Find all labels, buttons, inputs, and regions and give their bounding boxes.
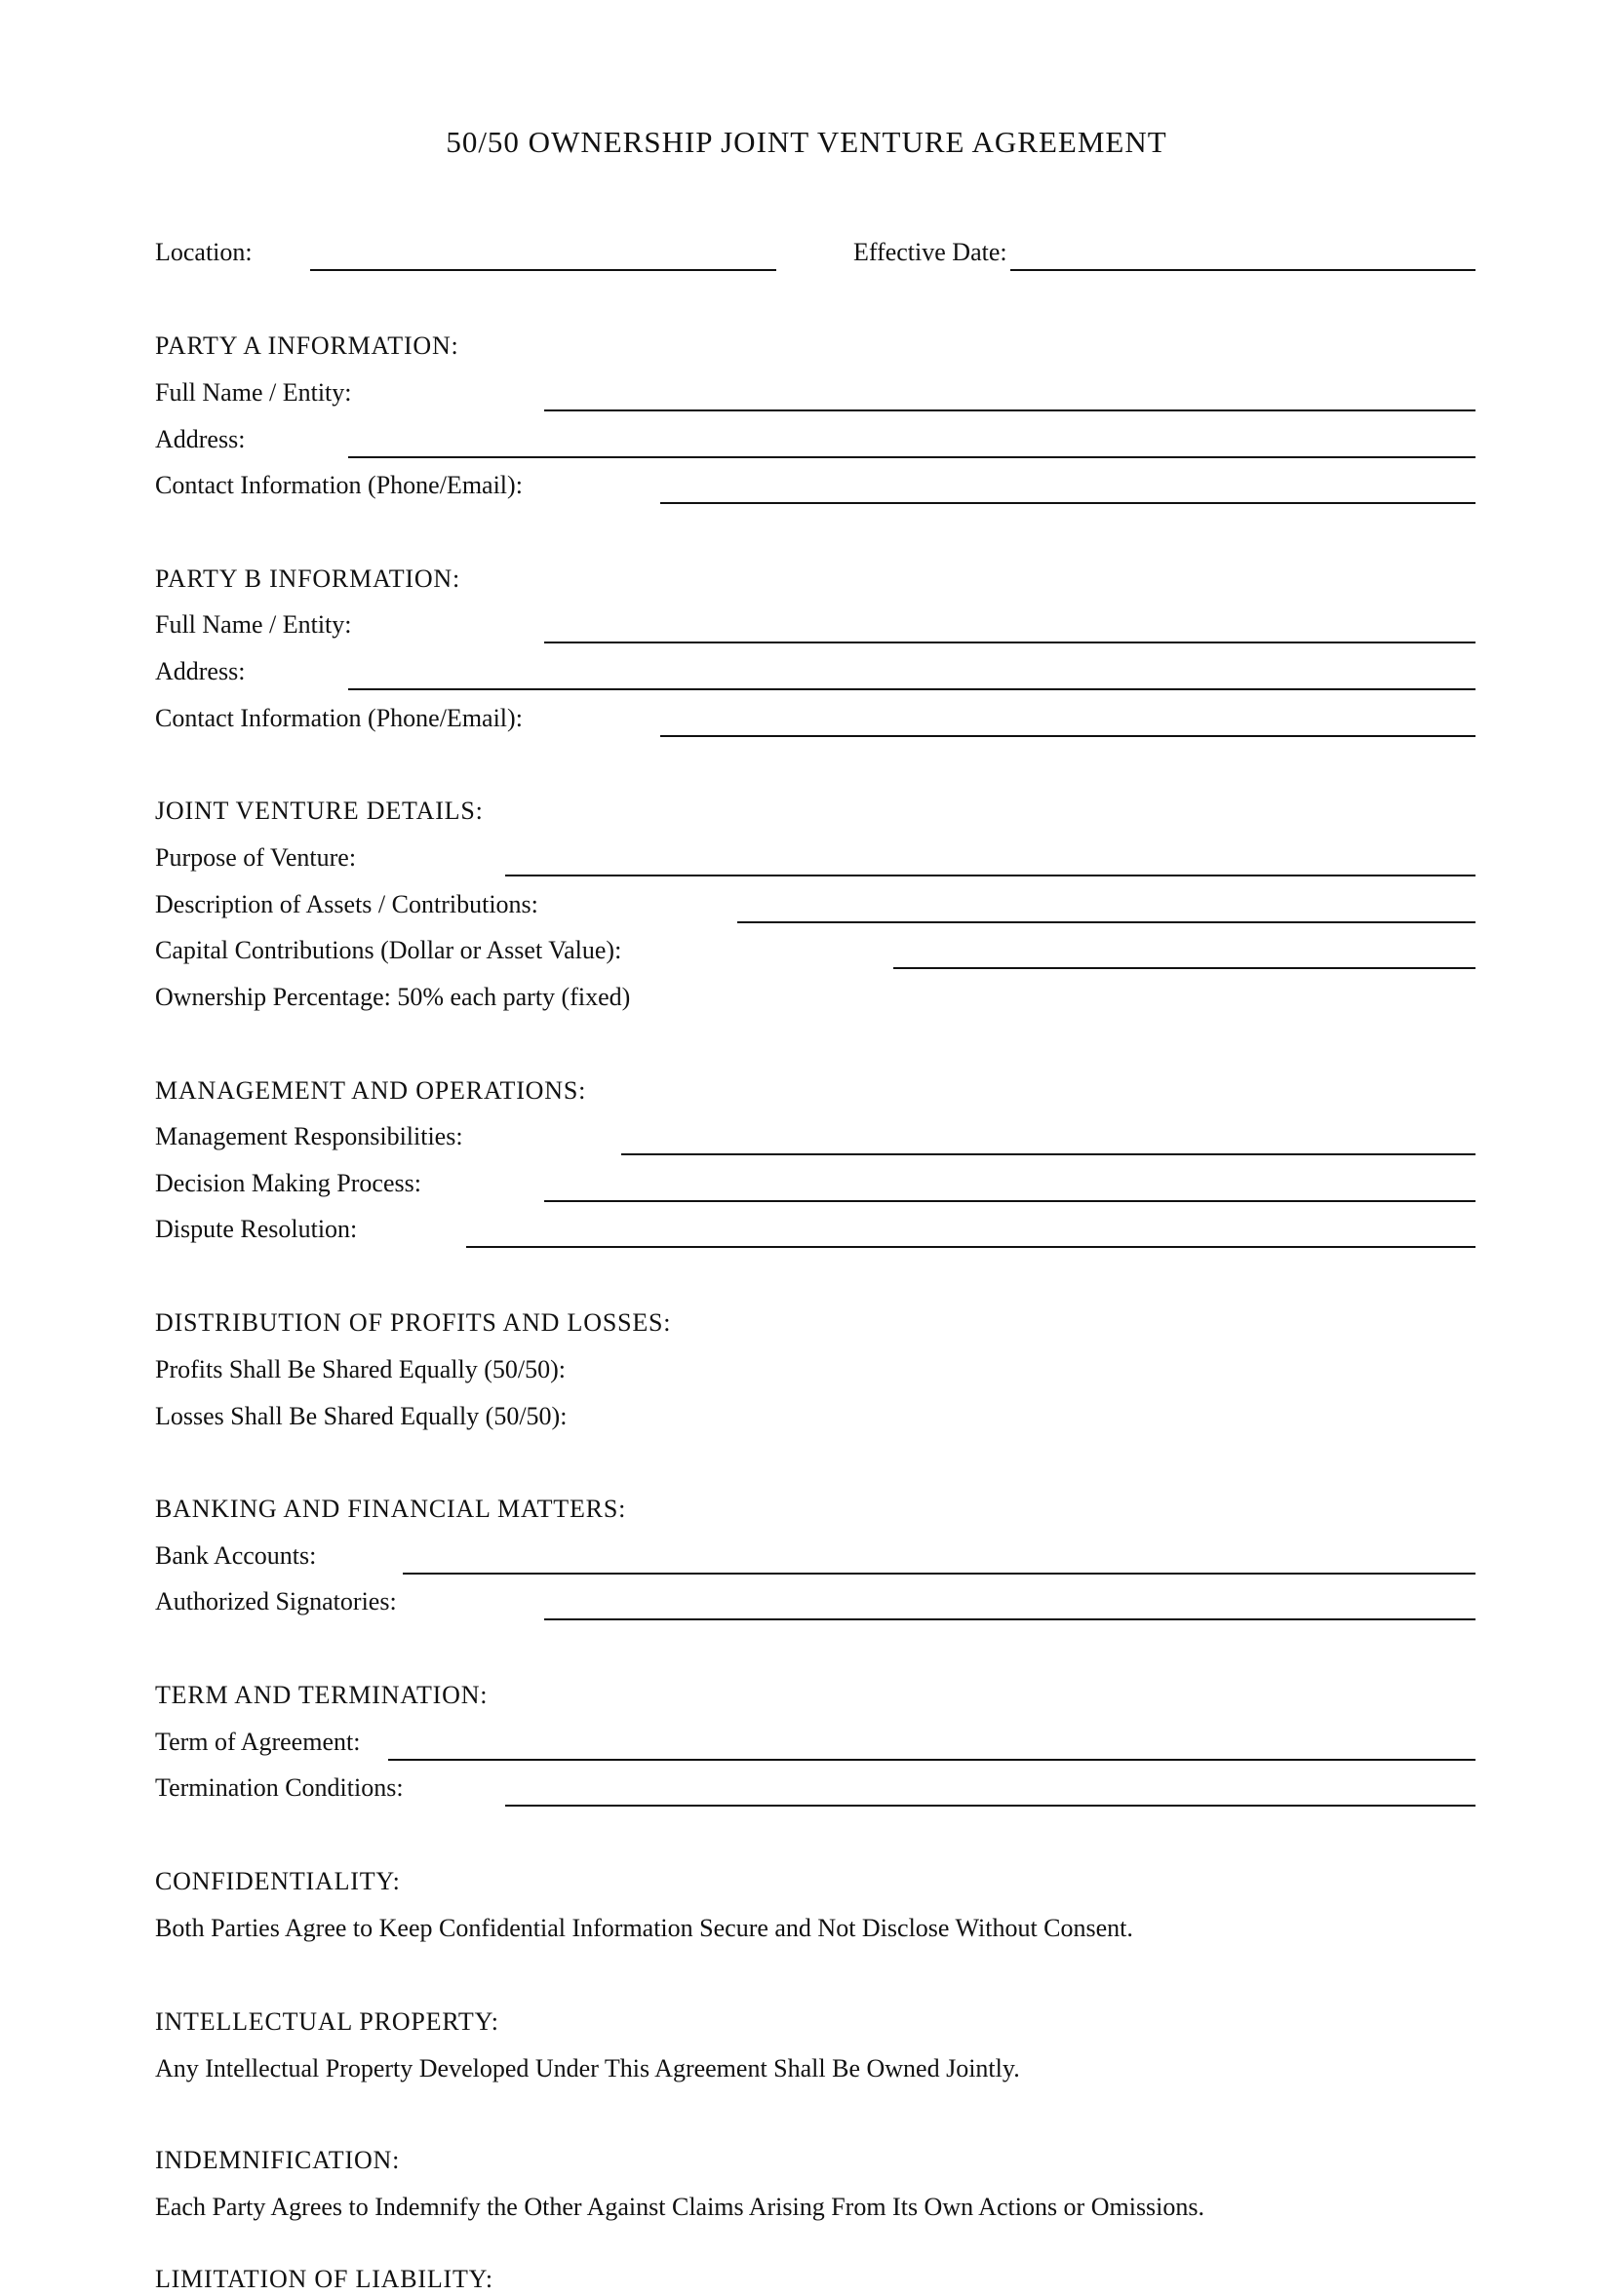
- indemnification-heading: INDEMNIFICATION:: [155, 2146, 401, 2174]
- distribution-heading: DISTRIBUTION OF PROFITS AND LOSSES:: [155, 1308, 672, 1337]
- dispute-label: Dispute Resolution:: [155, 1215, 358, 1243]
- purpose-field[interactable]: [505, 875, 1475, 876]
- document-title: 50/50 OWNERSHIP JOINT VENTURE AGREEMENT: [446, 125, 1167, 159]
- dispute-field[interactable]: [466, 1246, 1475, 1248]
- responsibilities-field[interactable]: [621, 1153, 1475, 1155]
- bank-accounts-label: Bank Accounts:: [155, 1541, 317, 1570]
- party-a-full-name-label: Full Name / Entity:: [155, 378, 352, 407]
- party-a-full-name-field[interactable]: [544, 409, 1475, 411]
- party-b-heading: PARTY B INFORMATION:: [155, 564, 461, 593]
- purpose-label: Purpose of Venture:: [155, 843, 357, 872]
- decision-field[interactable]: [544, 1200, 1475, 1202]
- losses-text: Losses Shall Be Shared Equally (50/50):: [155, 1402, 568, 1430]
- capital-field[interactable]: [893, 967, 1475, 969]
- party-a-heading: PARTY A INFORMATION:: [155, 331, 459, 360]
- ip-heading: INTELLECTUAL PROPERTY:: [155, 2007, 499, 2036]
- term-heading: TERM AND TERMINATION:: [155, 1681, 489, 1709]
- party-b-contact-field[interactable]: [660, 735, 1475, 737]
- location-label: Location:: [155, 238, 253, 266]
- party-b-address-field[interactable]: [348, 688, 1475, 690]
- banking-heading: BANKING AND FINANCIAL MATTERS:: [155, 1495, 627, 1523]
- party-a-contact-field[interactable]: [660, 502, 1475, 504]
- party-a-address-label: Address:: [155, 425, 246, 453]
- responsibilities-label: Management Responsibilities:: [155, 1122, 463, 1150]
- management-heading: MANAGEMENT AND OPERATIONS:: [155, 1076, 587, 1105]
- party-a-contact-label: Contact Information (Phone/Email):: [155, 471, 523, 499]
- location-field[interactable]: [310, 269, 776, 271]
- capital-label: Capital Contributions (Dollar or Asset Value):: [155, 936, 622, 964]
- bank-accounts-field[interactable]: [403, 1573, 1475, 1575]
- profits-text: Profits Shall Be Shared Equally (50/50):: [155, 1355, 567, 1383]
- assets-field[interactable]: [737, 921, 1475, 923]
- liability-heading: LIMITATION OF LIABILITY:: [155, 2265, 493, 2293]
- signatories-label: Authorized Signatories:: [155, 1587, 397, 1615]
- party-b-contact-label: Contact Information (Phone/Email):: [155, 704, 523, 732]
- termination-label: Termination Conditions:: [155, 1773, 404, 1802]
- confidentiality-text: Both Parties Agree to Keep Confidential Information Secure and Not Disclose Without Consent.: [155, 1914, 1133, 1942]
- confidentiality-heading: CONFIDENTIALITY:: [155, 1867, 401, 1895]
- ownership-text: Ownership Percentage: 50% each party (fixed): [155, 983, 631, 1011]
- party-b-full-name-label: Full Name / Entity:: [155, 610, 352, 639]
- party-b-address-label: Address:: [155, 657, 246, 685]
- signatories-field[interactable]: [544, 1618, 1475, 1620]
- ip-text: Any Intellectual Property Developed Under This Agreement Shall Be Owned Jointly.: [155, 2054, 1020, 2082]
- termination-field[interactable]: [505, 1805, 1475, 1807]
- party-b-full-name-field[interactable]: [544, 642, 1475, 643]
- term-label: Term of Agreement:: [155, 1728, 361, 1756]
- term-field[interactable]: [388, 1759, 1475, 1761]
- indemnification-text: Each Party Agrees to Indemnify the Other Against Claims Arising From Its Own Actions or Omissions.: [155, 2193, 1205, 2221]
- party-a-address-field[interactable]: [348, 456, 1475, 458]
- decision-label: Decision Making Process:: [155, 1169, 421, 1197]
- venture-heading: JOINT VENTURE DETAILS:: [155, 797, 484, 825]
- assets-label: Description of Assets / Contributions:: [155, 890, 538, 918]
- effective-date-field[interactable]: [1010, 269, 1475, 271]
- effective-date-label: Effective Date:: [853, 238, 1007, 266]
